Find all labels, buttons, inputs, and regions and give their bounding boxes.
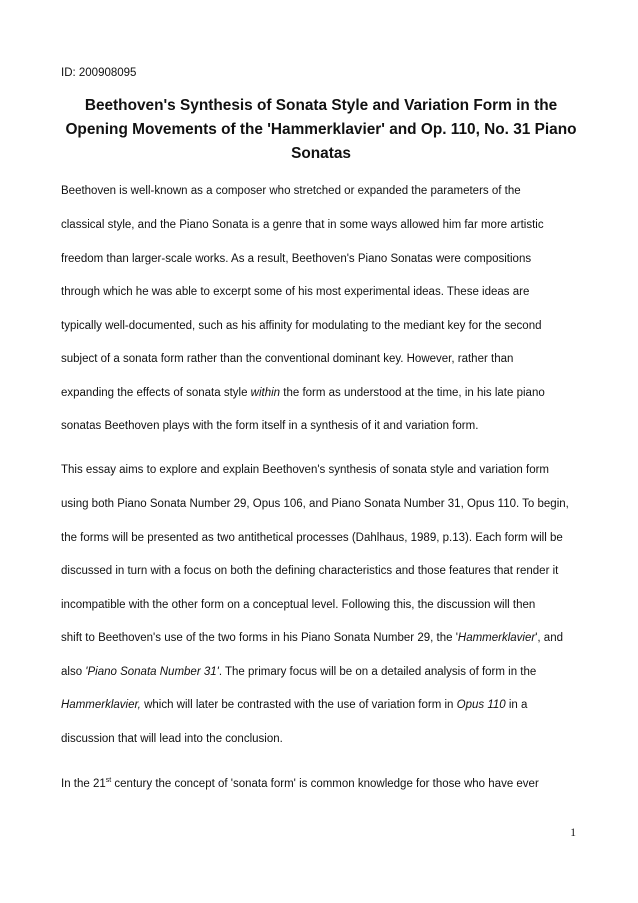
text-line: using both Piano Sonata Number 29, Opus 106, and Piano Sonata Number 31, Opus 110. To begin, (61, 498, 569, 510)
text-run: . The primary focus will be on a detailed analysis of form in the (218, 666, 537, 678)
text-line: the forms will be presented as two antithetical processes (Dahlhaus, 1989, p.13). Each form will be (61, 532, 563, 544)
text-run: expanding the effects of sonata style (61, 387, 251, 399)
text-line (61, 665, 536, 679)
italic-text: Opus 110 (456, 699, 506, 711)
document-title (40, 94, 602, 166)
text-run: century the concept of 'sonata form' is common knowledge for those who have ever (111, 778, 539, 790)
text-line: sonatas Beethoven plays with the form itself in a synthesis of it and variation form. (61, 420, 479, 432)
text-run: the form as understood at the time, in his late piano (280, 387, 545, 399)
text-line: incompatible with the other form on a conceptual level. Following this, the discussion will then (61, 599, 536, 611)
italic-text: 'Piano Sonata Number 31' (85, 666, 219, 678)
text-line: This essay aims to explore and explain Beethoven's synthesis of sonata style and variation form (61, 464, 550, 476)
text-line (61, 631, 563, 645)
text-run: also (61, 666, 86, 678)
text-line (61, 777, 539, 791)
text-run: shift to Beethoven's use of the two forms in his Piano Sonata Number 29, the ' (61, 632, 458, 644)
text-run: which will later be contrasted with the use of variation form in (140, 699, 457, 711)
text-line: Beethoven is well-known as a composer who stretched or expanded the parameters of the (61, 185, 521, 197)
superscript-text: st (105, 777, 112, 784)
italic-text: within (250, 387, 281, 399)
text-line: discussed in turn with a focus on both the defining characteristics and those features that render it (61, 565, 559, 577)
page-number: 1 (570, 827, 576, 839)
text-line: discussion that will lead into the conclusion. (61, 733, 283, 745)
text-run: in a (505, 699, 528, 711)
text-line (61, 386, 545, 400)
text-line: classical style, and the Piano Sonata is a genre that in some ways allowed him far more artistic (61, 219, 544, 231)
text-line: through which he was able to excerpt some of his most experimental ideas. These ideas are (61, 286, 530, 298)
title-line-2: Opening Movements of the 'Hammerklavier' and Op. 110, No. 31 Piano (65, 121, 577, 138)
text-run: ', and (535, 632, 563, 644)
italic-text: Hammerklavier, (61, 699, 141, 711)
title-line-1: Beethoven's Synthesis of Sonata Style and Variation Form in the (84, 97, 558, 114)
document-id: ID: 200908095 (61, 67, 137, 79)
text-line: subject of a sonata form rather than the conventional dominant key. However, rather than (61, 353, 514, 365)
text-line: freedom than larger-scale works. As a result, Beethoven's Piano Sonatas were compositions (61, 253, 532, 265)
italic-text: Hammerklavier (457, 632, 536, 644)
text-line: typically well-documented, such as his affinity for modulating to the mediant key for the second (61, 320, 542, 332)
text-line (61, 698, 527, 712)
text-run: In the 21 (61, 778, 106, 790)
title-line-3: Sonatas (291, 145, 351, 162)
